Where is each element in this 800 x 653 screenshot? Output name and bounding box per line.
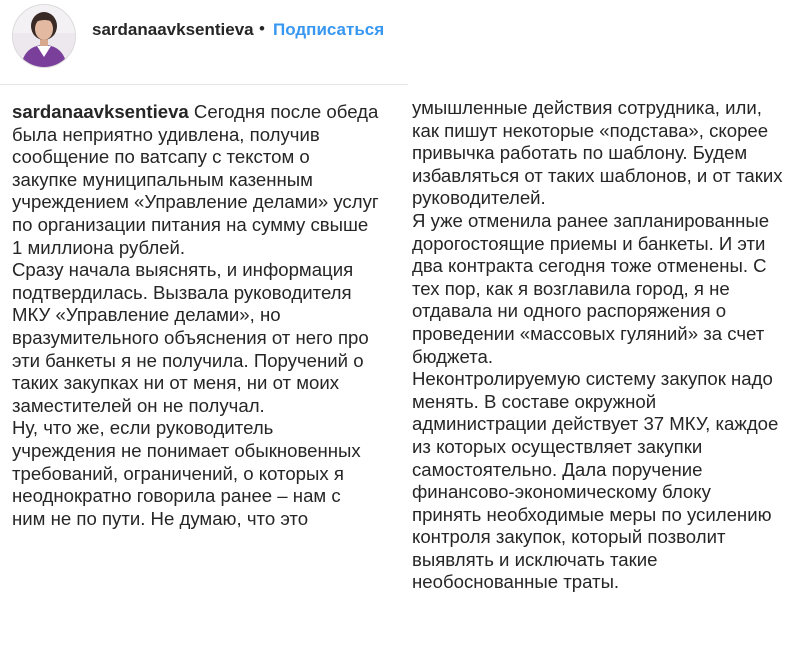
avatar[interactable] (12, 4, 76, 68)
post-header (0, 0, 408, 85)
separator-dot: • (259, 19, 265, 38)
profile-photo-icon (13, 5, 75, 67)
caption-text-right: умышленные действия сотрудника, или, как пишут некоторые «подстава», скорее привычка работать по шаблону. Будем избавляться от таких шаблонов, и от таких руководителей. Я уже отменила ранее запланированные дорогостоящие приемы и банкеты. И эти два контракта сегодня тоже отменены. С тех пор, как я возглавила город, я не отдавала ни одного распоряжения о проведении «массовых гуляний» за счет бюджета. Неконтролируемую систему закупок надо менять. В составе окружной администрации действует 37 МКУ, каждое из которых осуществляет закупки самостоятельно. Дала поручение финансово-экономическому блоку принять необходимые меры по усилению контроля закупок, который позволит выявлять и исключать такие необоснованные траты. (412, 97, 783, 593)
caption-author-link[interactable]: sardanaavksentieva (12, 101, 189, 122)
caption-right-column (412, 97, 797, 594)
caption-text-left: Сегодня после обеда была неприятно удивлена, получив сообщение по ватсапу с текстом о закупке муниципальным казенным учреждением «Управление делами» услуг по организации питания на сумму свыше 1 миллиона рублей. Сразу начала выяснять, и информация подтвердилась. Вызвала руководителя МКУ «Управление делами», но вразумительного объяснения от него про эти банкеты я не получила. Поручений о таких закупках ни от меня, ни от моих заместителей он не получал. Ну, что же, если руководитель учреждения не понимает обыкновенных требований, ограничений, о которых я неоднократно говорила ранее – нам с ним не по пути. Не думаю, что это (12, 101, 379, 529)
follow-button[interactable]: Подписаться (273, 20, 385, 39)
caption-left-column (12, 101, 412, 530)
username-link[interactable]: sardanaavksentieva (92, 20, 254, 39)
